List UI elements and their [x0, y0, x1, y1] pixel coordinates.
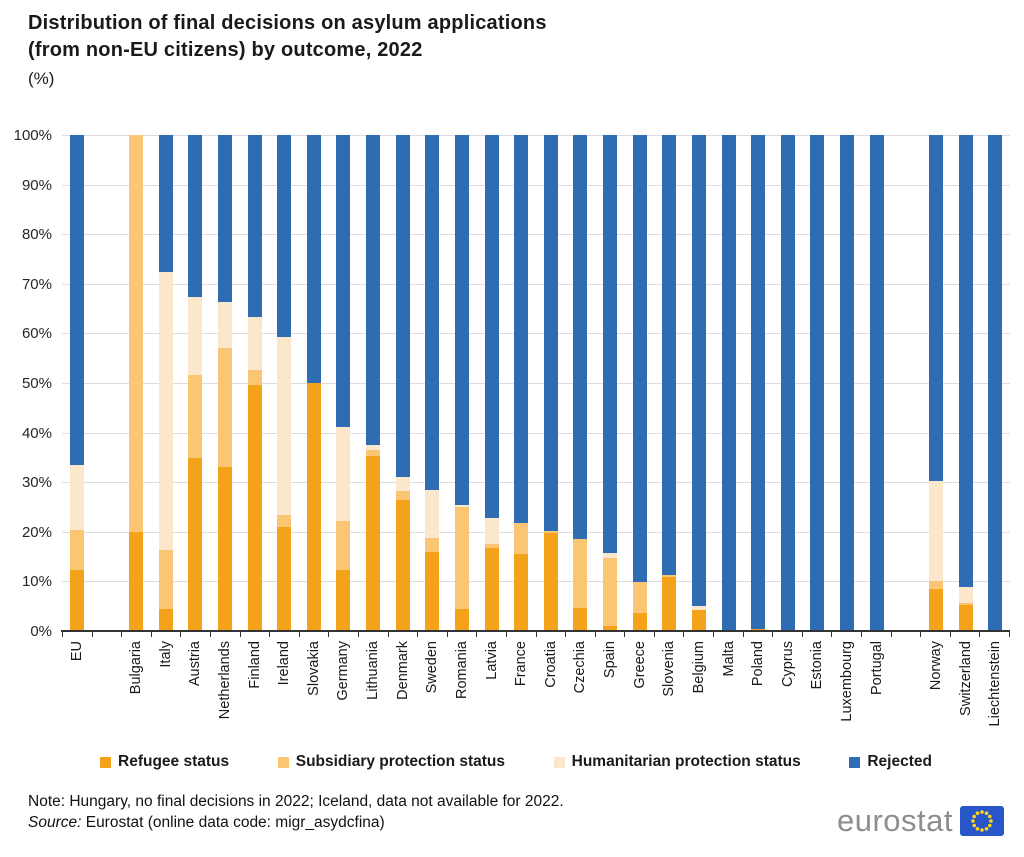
segment-refugee: [188, 458, 202, 631]
axis-tick: [359, 631, 389, 637]
segment-rejected: [988, 135, 1002, 631]
bar-slot-france: [506, 135, 536, 631]
x-label-bulgaria: Bulgaria: [128, 641, 145, 695]
x-label-cyprus: Cyprus: [779, 641, 796, 687]
stacked-bar-luxembourg: [840, 135, 854, 631]
bar-slot-spacer: [92, 135, 122, 631]
segment-subsidiary: [929, 581, 943, 589]
stacked-bar-italy: [159, 135, 173, 631]
segment-refugee: [929, 589, 943, 631]
segment-rejected: [544, 135, 558, 531]
stacked-bar-netherlands: [218, 135, 232, 631]
x-label-czechia: Czechia: [572, 641, 589, 694]
segment-subsidiary: [603, 558, 617, 626]
chart-unit-label: (%): [28, 69, 55, 88]
stacked-bar-belgium: [692, 135, 706, 631]
chart-title-line2: (from non-EU citizens) by outcome, 2022: [28, 39, 423, 61]
stacked-bar-ireland: [277, 135, 291, 631]
bar-slot-bulgaria: [121, 135, 151, 631]
segment-rejected: [218, 135, 232, 302]
x-label-cell: [921, 641, 951, 690]
x-label-cell: [418, 641, 448, 693]
x-label-germany: Germany: [335, 641, 352, 701]
bar-slot-germany: [329, 135, 359, 631]
legend-label: Refugee status: [118, 753, 230, 770]
bar-slot-spain: [595, 135, 625, 631]
x-label-slovakia: Slovakia: [305, 641, 322, 696]
segment-humanitarian: [188, 297, 202, 375]
legend-label: Rejected: [867, 753, 932, 770]
x-label-cell: [832, 641, 862, 722]
source-label: Source:: [28, 814, 82, 831]
bar-slot-austria: [181, 135, 211, 631]
segment-rejected: [336, 135, 350, 427]
stacked-bar-switzerland: [959, 135, 973, 631]
bar-slot-norway: [921, 135, 951, 631]
axis-tick: [714, 631, 744, 637]
segment-subsidiary: [218, 348, 232, 467]
bar-slot-spacer: [892, 135, 922, 631]
axis-tick: [744, 631, 774, 637]
segment-refugee: [336, 570, 350, 631]
segment-rejected: [514, 135, 528, 523]
y-tick-label: 10%: [21, 573, 52, 591]
x-label-austria: Austria: [187, 641, 204, 687]
segment-subsidiary: [70, 530, 84, 570]
segment-rejected: [662, 135, 676, 575]
x-label-sweden: Sweden: [424, 641, 441, 694]
stacked-bar-norway: [929, 135, 943, 631]
segment-refugee: [307, 383, 321, 631]
x-label-luxembourg: Luxembourg: [839, 641, 856, 722]
segment-rejected: [70, 135, 84, 465]
x-label-norway: Norway: [927, 641, 944, 691]
x-label-latvia: Latvia: [483, 641, 500, 680]
bar-slot-denmark: [388, 135, 418, 631]
x-axis-ticks: [62, 631, 1010, 637]
x-label-france: France: [513, 641, 530, 687]
segment-rejected: [425, 135, 439, 490]
segment-refugee: [366, 456, 380, 631]
stacked-bar-denmark: [396, 135, 410, 631]
segment-refugee: [692, 610, 706, 631]
axis-tick: [596, 631, 626, 637]
segment-refugee: [129, 532, 143, 631]
stacked-bar-sweden: [425, 135, 439, 631]
bar-slot-sweden: [418, 135, 448, 631]
axis-tick: [773, 631, 803, 637]
stacked-bar-latvia: [485, 135, 499, 631]
segment-refugee: [485, 548, 499, 631]
segment-rejected: [722, 135, 736, 631]
segment-humanitarian: [959, 587, 973, 603]
bar-slot-ireland: [269, 135, 299, 631]
bar-slot-italy: [151, 135, 181, 631]
plot-bars: [62, 135, 1010, 631]
segment-subsidiary: [336, 521, 350, 570]
bar-slot-slovenia: [655, 135, 685, 631]
y-tick-label: 80%: [21, 226, 52, 244]
segment-rejected: [277, 135, 291, 337]
segment-subsidiary: [159, 550, 173, 609]
bar-slot-poland: [743, 135, 773, 631]
source-line: [28, 814, 385, 832]
segment-refugee: [573, 608, 587, 631]
axis-tick: [122, 631, 152, 637]
x-label-cell: [151, 641, 181, 668]
bar-slot-finland: [240, 135, 270, 631]
x-label-eu: EU: [68, 641, 85, 662]
x-label-cell: [951, 641, 981, 716]
bar-slot-greece: [625, 135, 655, 631]
chart-title-line1: Distribution of final decisions on asylum applications: [28, 12, 547, 34]
stacked-bar-croatia: [544, 135, 558, 631]
x-label-cell: [773, 641, 803, 687]
axis-tick: [93, 631, 123, 637]
x-label-cell: [121, 641, 151, 694]
x-label-cell: [803, 641, 833, 689]
footnote: Note: Hungary, no final decisions in 2022; Iceland, data not available for 2022.: [28, 793, 564, 810]
bar-slot-luxembourg: [832, 135, 862, 631]
x-label-finland: Finland: [246, 641, 263, 689]
axis-tick: [329, 631, 359, 637]
x-label-cell: [595, 641, 625, 678]
x-label-cell: [625, 641, 655, 689]
x-label-malta: Malta: [720, 641, 737, 677]
x-label-cell: [566, 641, 596, 693]
segment-subsidiary: [396, 491, 410, 500]
x-label-cell: [62, 641, 92, 661]
segment-rejected: [159, 135, 173, 272]
stacked-bar-bulgaria: [129, 135, 143, 631]
segment-humanitarian: [396, 477, 410, 491]
x-label-cell: [299, 641, 329, 696]
stacked-bar-slovakia: [307, 135, 321, 631]
segment-refugee: [514, 554, 528, 631]
refugee-swatch-icon: [100, 757, 111, 768]
title-block: [28, 10, 547, 89]
x-label-switzerland: Switzerland: [957, 641, 974, 716]
segment-rejected: [692, 135, 706, 606]
bar-slot-lithuania: [358, 135, 388, 631]
bar-slot-liechtenstein: [980, 135, 1010, 631]
x-label-cell: [358, 641, 388, 700]
stacked-bar-lithuania: [366, 135, 380, 631]
stacked-bar-france: [514, 135, 528, 631]
segment-humanitarian: [336, 427, 350, 521]
segment-subsidiary: [425, 538, 439, 551]
x-label-cell: [655, 641, 685, 697]
y-tick-label: 20%: [21, 523, 52, 541]
stacked-bar-romania: [455, 135, 469, 631]
eurostat-logo-text: eurostat: [836, 803, 953, 838]
axis-tick: [152, 631, 182, 637]
axis-tick: [507, 631, 537, 637]
segment-subsidiary: [633, 582, 647, 613]
axis-tick: [300, 631, 330, 637]
x-label-netherlands: Netherlands: [216, 641, 233, 720]
legend-item-refugee: [100, 753, 229, 771]
y-tick-label: 30%: [21, 474, 52, 492]
axis-tick: [181, 631, 211, 637]
axis-tick: [892, 631, 922, 637]
segment-refugee: [159, 609, 173, 631]
segment-refugee: [662, 577, 676, 631]
segment-humanitarian: [485, 518, 499, 544]
segment-rejected: [366, 135, 380, 445]
segment-rejected: [248, 135, 262, 317]
legend-label: Humanitarian protection status: [571, 753, 801, 770]
segment-humanitarian: [159, 272, 173, 550]
axis-tick: [418, 631, 448, 637]
stacked-bar-liechtenstein: [988, 135, 1002, 631]
y-axis-labels: [0, 127, 56, 640]
axis-tick: [951, 631, 981, 637]
humanitarian-swatch-icon: [554, 757, 565, 768]
segment-refugee: [396, 500, 410, 631]
x-label-cell: [240, 641, 270, 689]
x-label-cell: [714, 641, 744, 676]
bar-slot-switzerland: [951, 135, 981, 631]
x-label-cell: [210, 641, 240, 719]
axis-tick: [270, 631, 300, 637]
segment-rejected: [603, 135, 617, 553]
segment-rejected: [573, 135, 587, 539]
x-label-cell: [743, 641, 773, 686]
segment-refugee: [455, 609, 469, 631]
axis-tick: [921, 631, 951, 637]
segment-rejected: [633, 135, 647, 582]
y-tick-label: 40%: [21, 424, 52, 442]
bar-slot-cyprus: [773, 135, 803, 631]
x-label-cell: [181, 641, 211, 686]
axis-tick: [684, 631, 714, 637]
bar-slot-malta: [714, 135, 744, 631]
segment-subsidiary: [514, 523, 528, 554]
segment-refugee: [218, 467, 232, 631]
x-label-cell: [269, 641, 299, 685]
x-label-cell: [477, 641, 507, 680]
bar-slot-romania: [447, 135, 477, 631]
segment-rejected: [188, 135, 202, 297]
segment-refugee: [959, 605, 973, 631]
y-tick-label: 90%: [21, 176, 52, 194]
x-label-spain: Spain: [602, 641, 619, 679]
segment-subsidiary: [129, 135, 143, 532]
stacked-bar-estonia: [810, 135, 824, 631]
stacked-bar-cyprus: [781, 135, 795, 631]
segment-subsidiary: [455, 507, 469, 609]
segment-humanitarian: [929, 481, 943, 582]
bar-slot-latvia: [477, 135, 507, 631]
axis-tick: [211, 631, 241, 637]
segment-subsidiary: [188, 375, 202, 458]
axis-tick: [655, 631, 685, 637]
segment-rejected: [870, 135, 884, 631]
segment-rejected: [485, 135, 499, 518]
x-label-italy: Italy: [157, 641, 174, 668]
x-label-cell: [536, 641, 566, 688]
bar-slot-portugal: [862, 135, 892, 631]
bar-slot-netherlands: [210, 135, 240, 631]
segment-subsidiary: [248, 370, 262, 385]
axis-tick: [566, 631, 596, 637]
segment-rejected: [396, 135, 410, 477]
y-tick-label: 0%: [30, 623, 52, 640]
segment-refugee: [425, 552, 439, 631]
segment-humanitarian: [218, 302, 232, 349]
legend-item-rejected: [849, 753, 932, 771]
x-label-portugal: Portugal: [868, 641, 885, 696]
x-label-belgium: Belgium: [690, 641, 707, 694]
segment-humanitarian: [277, 337, 291, 515]
x-label-slovenia: Slovenia: [661, 641, 678, 697]
bar-slot-belgium: [684, 135, 714, 631]
segment-rejected: [959, 135, 973, 587]
eu-flag-icon: [960, 806, 1004, 836]
axis-tick: [980, 631, 1010, 637]
segment-rejected: [810, 135, 824, 631]
bar-slot-czechia: [566, 135, 596, 631]
y-tick-label: 70%: [21, 275, 52, 293]
plot-area: [62, 135, 1010, 631]
segment-refugee: [633, 613, 647, 631]
axis-tick: [832, 631, 862, 637]
stacked-bar-austria: [188, 135, 202, 631]
legend-item-humanitarian: [554, 753, 801, 771]
segment-rejected: [929, 135, 943, 481]
segment-subsidiary: [573, 539, 587, 608]
bar-slot-eu: [62, 135, 92, 631]
x-label-ireland: Ireland: [276, 641, 293, 686]
segment-humanitarian: [248, 317, 262, 371]
stacked-bar-spain: [603, 135, 617, 631]
x-label-liechtenstein: Liechtenstein: [987, 641, 1004, 727]
segment-rejected: [455, 135, 469, 505]
y-tick-label: 100%: [13, 127, 52, 144]
x-label-poland: Poland: [750, 641, 767, 687]
stacked-bar-eu: [70, 135, 84, 631]
x-label-romania: Romania: [453, 641, 470, 700]
axis-tick: [448, 631, 478, 637]
x-label-cell: [506, 641, 536, 686]
axis-tick: [63, 631, 93, 637]
stacked-bar-finland: [248, 135, 262, 631]
stacked-bar-portugal: [870, 135, 884, 631]
stacked-bar-slovenia: [662, 135, 676, 631]
x-label-cell: [388, 641, 418, 700]
legend: [100, 753, 932, 771]
segment-rejected: [781, 135, 795, 631]
segment-refugee: [544, 533, 558, 631]
bar-slot-slovakia: [299, 135, 329, 631]
segment-refugee: [70, 570, 84, 631]
segment-humanitarian: [70, 465, 84, 530]
axis-tick: [537, 631, 567, 637]
segment-rejected: [307, 135, 321, 383]
stacked-bar-germany: [336, 135, 350, 631]
segment-humanitarian: [425, 490, 439, 538]
segment-rejected: [840, 135, 854, 631]
stacked-bar-poland: [751, 135, 765, 631]
segment-rejected: [751, 135, 765, 629]
axis-tick: [477, 631, 507, 637]
axis-tick: [803, 631, 833, 637]
axis-tick: [862, 631, 892, 637]
legend-item-subsidiary: [278, 753, 505, 771]
x-label-cell: [862, 641, 892, 695]
x-axis-country-labels: [62, 641, 1010, 726]
x-label-greece: Greece: [631, 641, 648, 689]
x-label-lithuania: Lithuania: [365, 641, 382, 700]
stacked-bar-czechia: [573, 135, 587, 631]
y-tick-label: 50%: [21, 375, 52, 392]
legend-label: Subsidiary protection status: [295, 753, 506, 770]
axis-tick: [241, 631, 271, 637]
x-label-croatia: Croatia: [542, 641, 559, 688]
segment-refugee: [248, 385, 262, 631]
segment-subsidiary: [277, 515, 291, 527]
segment-refugee: [277, 527, 291, 631]
source-text: Eurostat (online data code: migr_asydcfina): [81, 814, 385, 831]
eurostat-logo: [837, 803, 1004, 839]
x-label-cell: [329, 641, 359, 701]
stacked-bar-greece: [633, 135, 647, 631]
axis-tick: [389, 631, 419, 637]
subsidiary-swatch-icon: [278, 757, 289, 768]
x-label-estonia: Estonia: [809, 641, 826, 690]
rejected-swatch-icon: [849, 757, 860, 768]
x-label-denmark: Denmark: [394, 641, 411, 700]
stacked-bar-malta: [722, 135, 736, 631]
bar-slot-croatia: [536, 135, 566, 631]
x-label-cell: [447, 641, 477, 699]
bar-slot-estonia: [803, 135, 833, 631]
x-label-cell: [980, 641, 1010, 726]
x-label-cell: [684, 641, 714, 693]
y-tick-label: 60%: [21, 325, 52, 343]
axis-tick: [625, 631, 655, 637]
